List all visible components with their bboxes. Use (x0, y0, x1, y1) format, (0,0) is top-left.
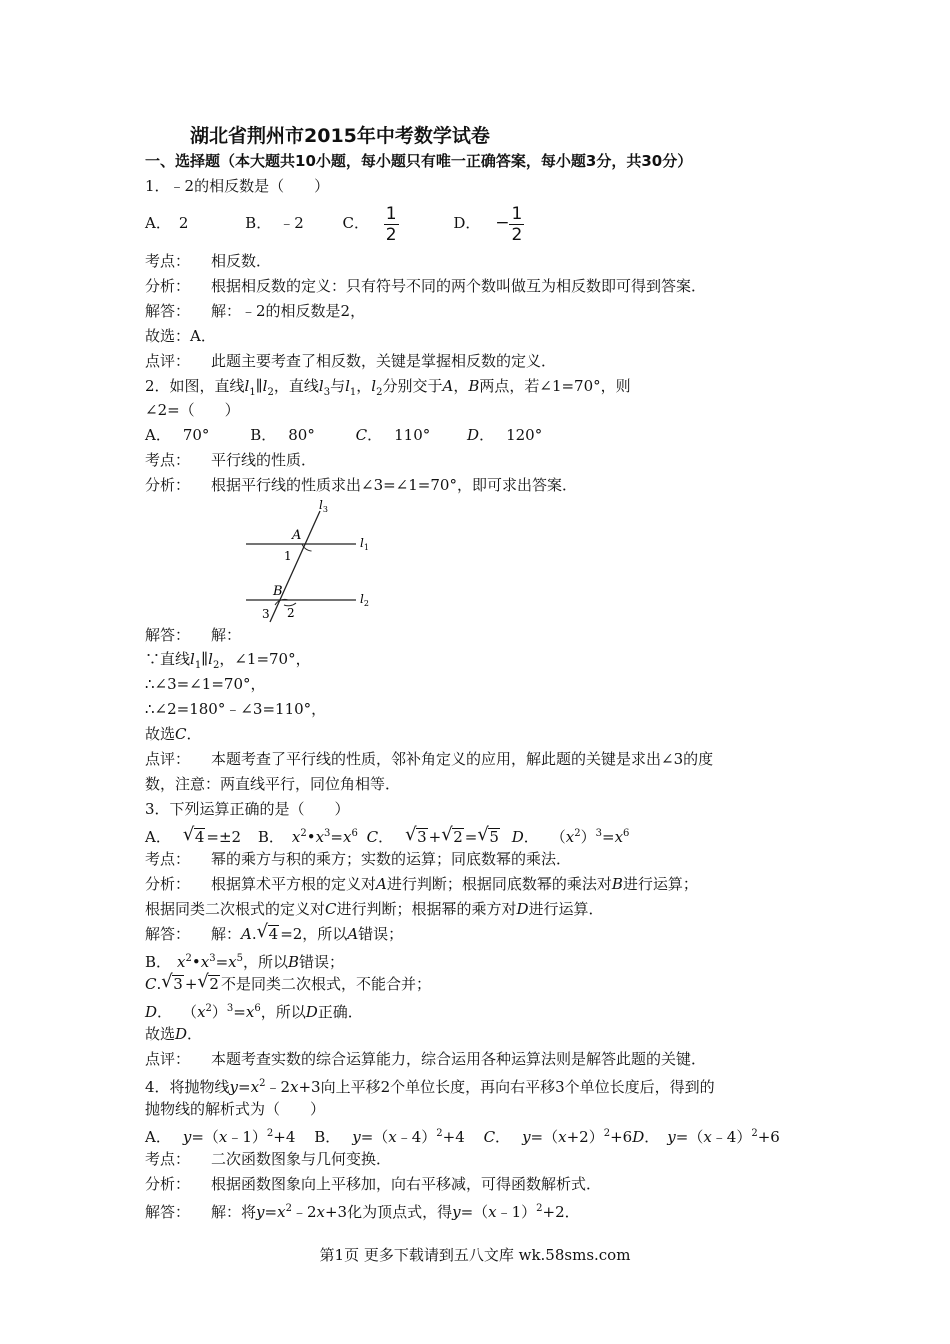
sqrt-2-answer: √ 2 (197, 971, 219, 993)
q4-kaodian: 考点： 二次函数图象与几何变换． (145, 1150, 392, 1168)
q2-step1: ∵直线$l_1\parallel l_2$，∠1=70°， (145, 650, 311, 671)
label-l1: $l_1$ (360, 536, 369, 552)
q3-fenxi: 分析： 根据算术平方根的定义对A进行判断；根据同底数幂的乘法对B进行运算； (145, 875, 698, 893)
q2-jieda: 解答： 解： (145, 626, 242, 644)
label-A: A (292, 528, 302, 543)
q3-stem: 3．下列运算正确的是（ ） (145, 800, 350, 818)
q2-guxuan: 故选C． (145, 725, 202, 743)
sqrt-3-answer: √ 3 (161, 971, 183, 993)
q1-options: A． 2 B． ﹣2 C． $\frac{1}{2}$ D． − $\frac{1}{2}$ (145, 203, 523, 245)
q4-stem-line2: 抛物线的解析式为（ ） (145, 1100, 326, 1118)
q4-stem: 4．将抛物线$y=x^2﹣2x+3$向上平移2个单位长度，再向右平移3个单位长度后，得到的 (145, 1078, 715, 1096)
q3-dianping: 点评： 本题考查实数的综合运算能力，综合运用各种运算法则是解答此题的关键． (145, 1050, 707, 1068)
q2-step2: ∴∠3=∠1=70°， (145, 675, 266, 693)
q2-stem-line2: ∠2=（ ） (145, 401, 240, 419)
q1-fenxi: 分析： 根据相反数的定义：只有符号不同的两个数叫做互为相反数即可得到答案． (145, 277, 707, 295)
q1-guxuan: 故选：A． (145, 327, 216, 345)
q2-dianping: 点评： 本题考查了平行线的性质，邻补角定义的应用，解此题的关键是求出∠3的度 (145, 750, 714, 768)
q3-step-c: C. √ 3 + √ 2 不是同类二次根式，不能合并； (145, 971, 431, 993)
label-l2: $l_2$ (360, 592, 369, 608)
section-heading: 一、选择题（本大题共10小题，每小题只有唯一正确答案，每小题3分，共30分） (145, 152, 693, 170)
page-title: 湖北省荆州市2015年中考数学试卷 (190, 125, 490, 147)
sqrt-4: √ 4 (182, 824, 205, 846)
parallel-lines-figure (240, 497, 380, 627)
q2-stem: 2．如图，直线$l_1\parallel l_2$，直线$l_3$与$l_1$，$l_2$分别交于A，B两点，若∠1=70°，则 (145, 377, 631, 398)
q2-kaodian: 考点： 平行线的性质． (145, 451, 317, 469)
label-angle-2: 2 (287, 606, 295, 620)
page-footer: 第1页 更多下载请到五八文库 wk.58sms.com (319, 1246, 631, 1264)
q4-jieda: 解答： 解：将$y=x^2﹣2x+3$化为顶点式，得y=（x﹣1）$^2$+2． (145, 1203, 580, 1221)
q3-kaodian: 考点： 幂的乘方与积的乘方；实数的运算；同底数幂的乘法． (145, 850, 572, 868)
q2-step3: ∴∠2=180°﹣∠3=110°， (145, 700, 327, 718)
q1-option-d-fraction: $\frac{1}{2}$ (511, 203, 523, 245)
label-angle-3: 3 (262, 607, 270, 621)
q4-fenxi: 分析： 根据函数图象向上平移加，向右平移减，可得函数解析式． (145, 1175, 602, 1193)
q1-jieda: 解答： 解：﹣2的相反数是2， (145, 302, 366, 320)
q1-kaodian: 考点： 相反数． (145, 252, 272, 270)
q3-step-b: B． $x^2•x^3=x^5$，所以B错误； (145, 953, 345, 971)
q2-options: A． 70° B． 80° C． 110° D． 120° (145, 426, 543, 444)
label-l3: $l_3$ (319, 498, 328, 514)
q3-options: A． √ 4 =±2 B． $x^2•x^3=x^6$ C． √ 3 + √ 2 = √ 5 D． $(x^2)^3=x^6$ (145, 824, 630, 846)
q2-dianping-line2: 数，注意：两直线平行，同位角相等． (145, 775, 401, 793)
label-B: B (273, 584, 283, 599)
q1-dianping: 点评： 此题主要考查了相反数，关键是掌握相反数的定义． (145, 352, 557, 370)
q3-step-d: D． $(x^2)^3=x^6$，所以D正确． (145, 1003, 363, 1021)
q4-options: A． y=（x﹣1）$^2$+4 B． y=（x﹣4）$^2$+4 C． $y=(x+2)^2+6D$． y=（x﹣4）$^2$+6 (145, 1128, 780, 1146)
q3-fenxi-line2: 根据同类二次根式的定义对C进行判断；根据幂的乘方对D进行运算． (145, 900, 604, 918)
label-angle-1: 1 (284, 549, 292, 563)
q1-option-c-fraction: $\frac{1}{2}$ (385, 203, 397, 245)
sqrt-2: √ 2 (441, 824, 463, 846)
angle-1-arc (302, 544, 312, 551)
q3-jieda: 解答： 解：A. √ 4 =2，所以A错误； (145, 921, 404, 943)
sqrt-5: √ 5 (477, 824, 499, 846)
sqrt-4-answer: √ 4 (256, 921, 279, 943)
sqrt-3: √ 3 (405, 824, 427, 846)
q1-stem: 1．﹣2的相反数是（ ） (145, 177, 330, 195)
q3-guxuan: 故选D． (145, 1025, 203, 1043)
q2-fenxi: 分析： 根据平行线的性质求出∠3=∠1=70°，即可求出答案． (145, 476, 577, 494)
